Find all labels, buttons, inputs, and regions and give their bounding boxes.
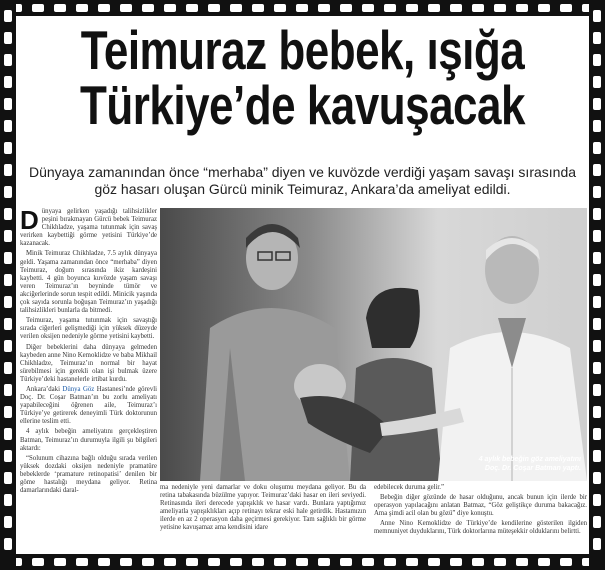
sprocket-hole [4,318,12,330]
sprocket-hole [428,558,440,566]
sprocket-hole [4,142,12,154]
paragraph-text: Ankara’daki [26,385,63,393]
sprocket-hole [4,76,12,88]
sprocket-hole [54,4,66,12]
sprocket-hole [593,384,601,396]
sprocket-hole [472,558,484,566]
sprocket-hole [406,4,418,12]
sprocket-hole [142,558,154,566]
sprocket-hole [4,230,12,242]
sprocket-hole [538,558,550,566]
sprocket-hole [593,362,601,374]
paragraph: Diğer bebeklerini daha dünyaya gelmeden kaybeden anne Nino Kemoklidze ve baba Mikhail Chikhladze, Teimuraz’ın normal bir hayat sürebilmesi için gerekli olan işi bulmak üzere Türkiye’deki hastanelerle irtibat kurdu. [20,343,157,383]
sprocket-hole [516,558,528,566]
sprocket-hole [593,318,601,330]
sprocket-hole [593,472,601,484]
sprocket-hole [4,472,12,484]
paragraph-text: ünyaya gelirken yaşadığı talihsizlikler peşini bırakmayan Gürcü bebek Teimuraz Chikhladze, yaşama tutunmak için savaş verirken kaybettiği görme yetisini Türkiye’de kazanacak. [20,208,157,248]
paragraph: Bebeğin diğer gözünde de hasar olduğunu, ancak bunun için ilerde bir operasyon yapılacağını anlatan Batmaz, “Göz geliştikçe duruma bakacağız. Ama şimdi acil olan bu gözü” diye konuştu. [374,494,587,518]
sprocket-hole [4,450,12,462]
sprocket-hole [593,186,601,198]
sprocket-hole [4,32,12,44]
sprocket-hole [4,186,12,198]
sprocket-hole [274,558,286,566]
sprocket-hole [593,230,601,242]
sprocket-hole [340,558,352,566]
sprocket-hole [593,98,601,110]
film-strip-left [0,0,16,570]
paragraph: ma nedeniyle yeni damarlar ve doku oluşumu meydana geliyor. Bu da retina tabakasında büzülme yapıyor. Teimuraz’daki hasar en ileri seviyedi. Retinasında ileri derecede yapışıklık ve hasar vardı. Bunlara yaptığımız ameliyatla yapışıklıkları açıp retinayı tekrar eski hale getirdik. Hastamızın ilerde en az 2 operasyon daha geçirmesi gerekiyor. Tam sağlıklı bir görme yetisine kavuşamaz ama kendisini idare [160,484,366,532]
sprocket-hole [252,558,264,566]
sprocket-hole [296,4,308,12]
article [18,18,587,552]
middle-text-column [160,484,366,552]
sprocket-hole [4,428,12,440]
sprocket-hole [4,362,12,374]
sprocket-hole [593,340,601,352]
paragraph: Anne Nino Kemoklidze de Türkiye’de kendilerine gösterilen ilgiden memnuniyet duyduklarını, Türk doktorlarına müteşekkir olduklarını belirtti. [374,520,587,536]
sprocket-hole [593,450,601,462]
paragraph: 4 aylık bebeğin ameliyatını gerçekleştiren Batman, Teimuraz’ın durumuyla ilgili şu bilgileri aktardı: [20,428,157,452]
sprocket-hole [76,4,88,12]
sprocket-hole [252,4,264,12]
sprocket-hole [186,558,198,566]
sprocket-hole [76,558,88,566]
sprocket-hole [340,4,352,12]
paragraph: “Solunum cihazına bağlı olduğu sırada verilen yüksek dozdaki oksijen nedeniyle pramatüre bebeklerde ‘pramature retinopatisi’ denilen bir göme hastalığı meydana geliyor. Retina damarlarındaki daral- [20,454,157,495]
sprocket-hole [120,558,132,566]
sprocket-hole [4,538,12,550]
sprocket-hole [32,558,44,566]
photo-caption [479,455,581,473]
sprocket-hole [164,558,176,566]
sprocket-hole [450,4,462,12]
sprocket-hole [384,4,396,12]
sprocket-hole [593,516,601,528]
sprocket-hole [230,558,242,566]
sprocket-hole [318,4,330,12]
sprocket-hole [406,558,418,566]
sprocket-hole [4,98,12,110]
sprocket-hole [230,4,242,12]
paragraph: Minik Teimuraz Chikhladze, 7.5 aylık dünyaya geldi. Yaşama zamanından önce “merhaba” diyen Teimuraz, doğum sırasında ikiz kardeşini kaybetti. 4 gün boyunca kuvözde yaşam savaşı veren Teimuraz’ın beyninde tümör ve akciğerlerinde sorun tespit edildi. Minicik yaşında çok sayıda sorunla boğuşan Teimuraz’ın yaşadığı talihsizlikleri bunlarla da bitmedi. [20,250,157,315]
sprocket-hole [4,494,12,506]
sprocket-hole [4,296,12,308]
headline-line-1: Teimuraz bebek, ışığa [80,20,525,82]
lower-text-columns [160,484,587,552]
sprocket-hole [450,558,462,566]
sprocket-hole [296,558,308,566]
sprocket-hole [384,558,396,566]
sprocket-hole [4,164,12,176]
headline [18,20,587,137]
film-strip-bottom [0,554,605,570]
sprocket-hole [593,274,601,286]
sprocket-hole [593,32,601,44]
news-photo [160,208,587,481]
paragraph-text: Hastanesi’nde görevli Doç. Dr. Coşar Batman’ın bu zorlu ameliyatı yapabileceğini öğrenen aile, Teimuraz’ı Türkiye’ye getirerek deneyimli Türk doktorunun ellerine teslim etti. [20,385,157,426]
sprocket-hole [593,538,601,550]
sprocket-hole [560,4,572,12]
article-body [18,208,587,552]
deck-subheadline: Dünyaya zamanından önce “merhaba” diyen ve kuvözde verdiği yaşam savaşı sırasında göz hasarı oluşan Gürcü minik Teimuraz, Ankara’da ameliyat edildi. [28,164,577,197]
film-strip-right [589,0,605,570]
sprocket-hole [4,208,12,220]
paragraph: edebilecek duruma gelir.” [374,484,445,491]
right-text-column [374,484,587,552]
sprocket-hole [54,558,66,566]
sprocket-hole [164,4,176,12]
sprocket-hole [274,4,286,12]
sprocket-hole [120,4,132,12]
sprocket-hole [593,296,601,308]
sprocket-hole [593,252,601,264]
paragraph [20,386,157,426]
paragraph: Teimuraz, yaşama tutunmak için savaştığı sırada ciğerleri gelişmediği için yüksek düzeyde verilen oksijen nedeniyle görme yetisini kaybetti. [20,317,157,341]
sprocket-hole [4,340,12,352]
film-strip-top [0,0,605,16]
paragraph [20,208,157,248]
sprocket-hole [32,4,44,12]
sprocket-hole [593,142,601,154]
sprocket-hole [4,406,12,418]
sprocket-hole [98,558,110,566]
sprocket-hole [472,4,484,12]
sprocket-hole [593,428,601,440]
sprocket-hole [494,558,506,566]
sprocket-hole [593,10,601,22]
headline-block [18,18,587,164]
sprocket-hole [560,558,572,566]
sprocket-hole [516,4,528,12]
sprocket-hole [4,54,12,66]
photo-illustration [160,208,587,481]
sprocket-hole [4,274,12,286]
sprocket-hole [593,406,601,418]
sprocket-hole [538,4,550,12]
caption-line-1: 4 aylık bebeğin göz ameliyatını [478,456,581,463]
caption-line-2: Doç. Dr. Coşar Batman yaptı. [484,465,581,472]
hospital-name-link[interactable]: Dünya Göz [62,385,95,393]
sprocket-hole [593,494,601,506]
sprocket-hole [593,164,601,176]
sprocket-hole [186,4,198,12]
drop-cap: D [20,208,39,235]
sprocket-hole [593,54,601,66]
sprocket-hole [4,516,12,528]
sprocket-hole [208,4,220,12]
sprocket-hole [494,4,506,12]
sprocket-hole [4,120,12,132]
sprocket-hole [208,558,220,566]
left-text-column [20,208,157,552]
sprocket-hole [4,252,12,264]
sprocket-hole [4,384,12,396]
sprocket-hole [362,558,374,566]
sprocket-hole [318,558,330,566]
headline-line-2: Türkiye’de kavuşacak [80,75,525,137]
sprocket-hole [593,208,601,220]
sprocket-hole [4,10,12,22]
sprocket-hole [593,120,601,132]
sprocket-hole [362,4,374,12]
sprocket-hole [98,4,110,12]
sprocket-hole [142,4,154,12]
sprocket-hole [593,76,601,88]
sprocket-hole [428,4,440,12]
